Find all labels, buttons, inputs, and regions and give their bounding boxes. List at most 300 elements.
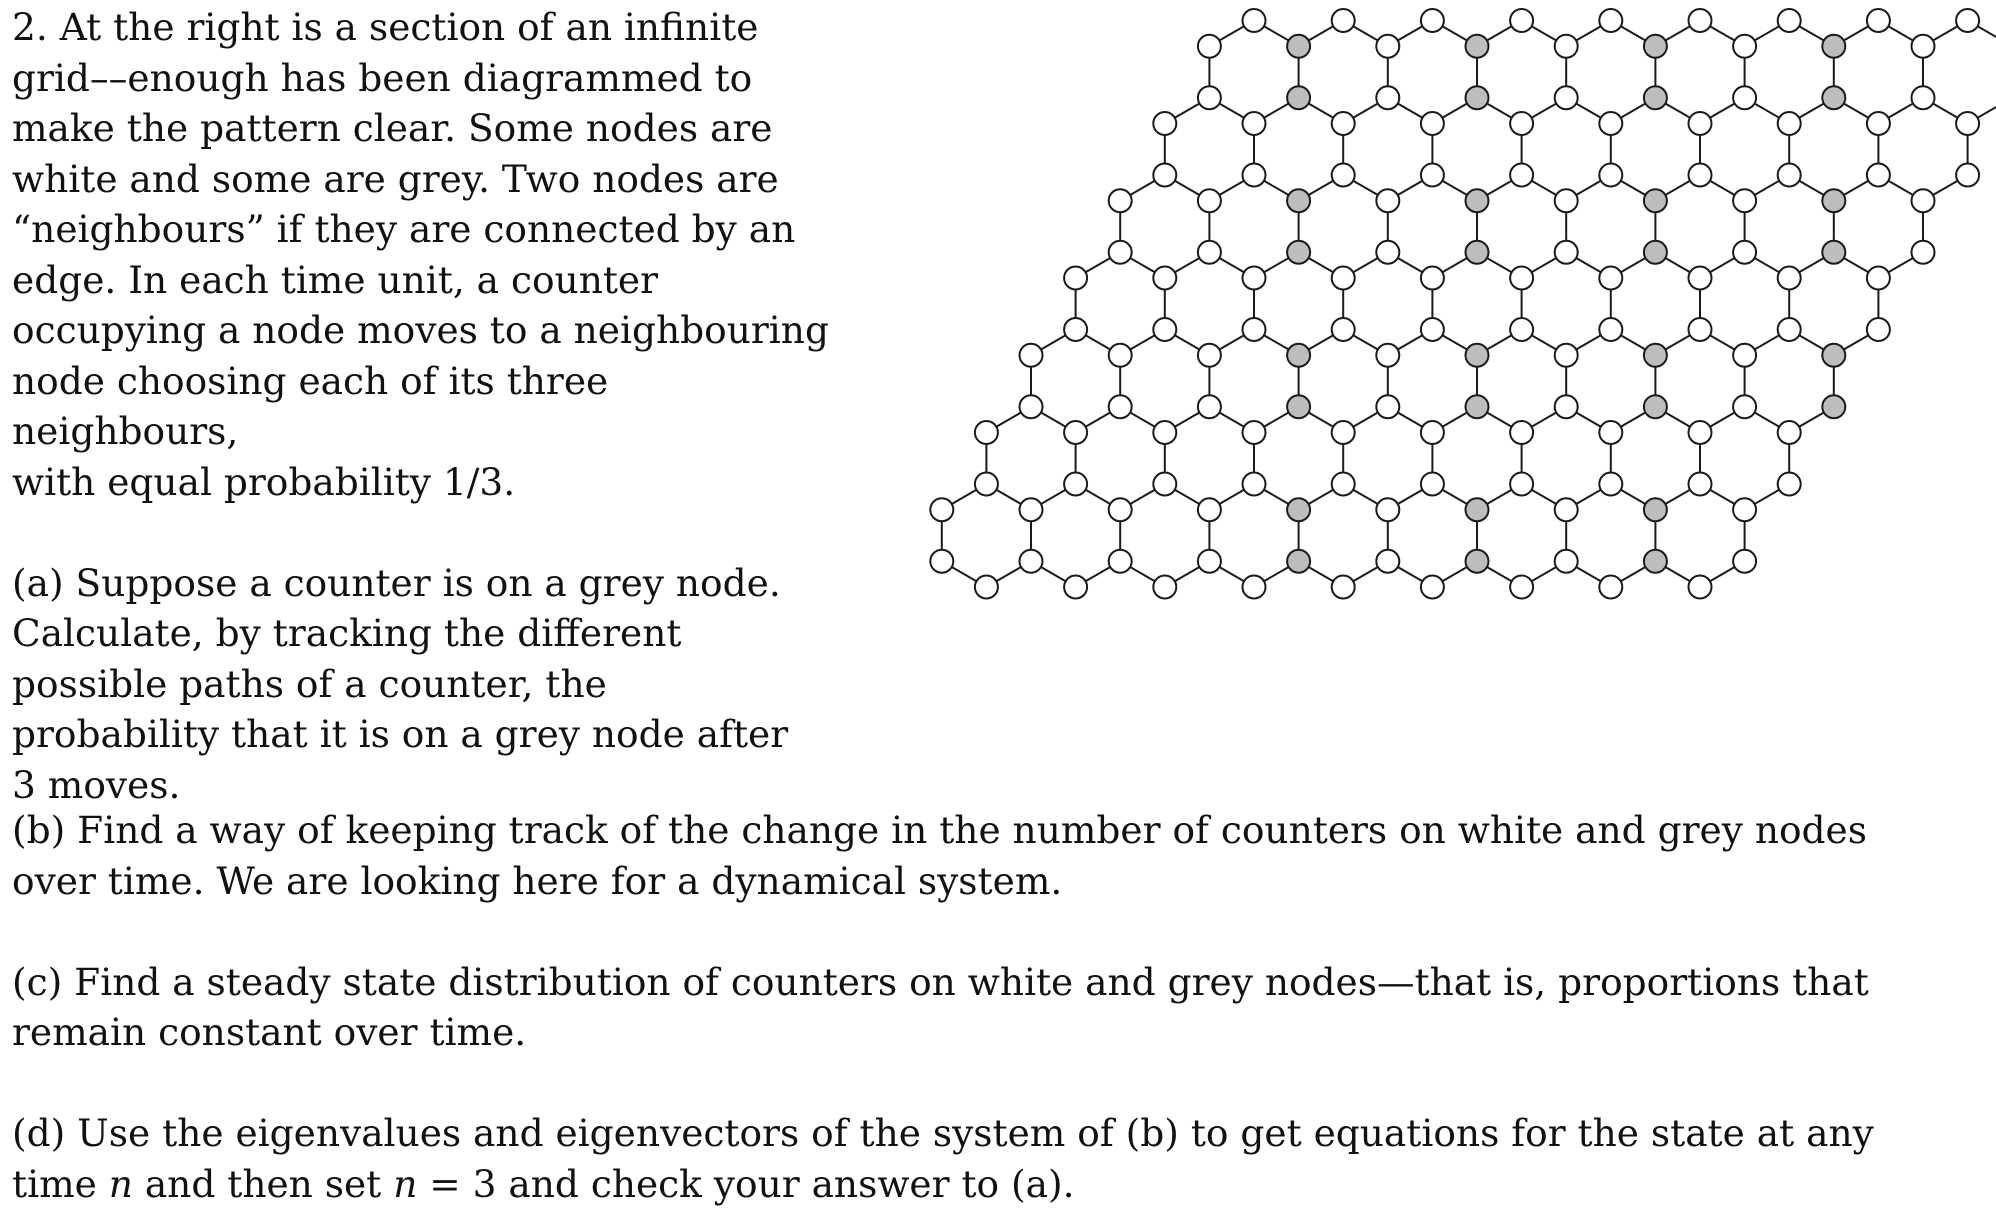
white-node — [1421, 421, 1444, 444]
grid-edge — [1299, 21, 1344, 47]
white-node — [1243, 267, 1266, 290]
white-node — [1153, 318, 1176, 341]
grid-edge — [1522, 407, 1567, 433]
grid-edge — [1745, 330, 1790, 356]
white-node — [1555, 86, 1578, 109]
grid-edge — [1165, 175, 1210, 201]
white-node — [1421, 112, 1444, 135]
white-node — [1064, 473, 1087, 496]
grid-edge — [986, 407, 1031, 433]
grid-edge — [1655, 330, 1700, 356]
grey-node — [1644, 35, 1667, 58]
grid-edge — [1522, 484, 1567, 510]
grid-edge — [1834, 252, 1879, 278]
white-node — [1064, 421, 1087, 444]
grid-edge — [1655, 407, 1700, 433]
intro-line: 2. At the right is a section of an infinite — [12, 5, 759, 49]
grey-node — [1287, 550, 1310, 573]
grid-edge — [1432, 330, 1477, 356]
white-node — [1020, 395, 1043, 418]
grid-edge — [1343, 484, 1388, 510]
intro-line: with equal probability 1/3. — [12, 459, 516, 504]
grey-node — [1466, 498, 1489, 521]
white-node — [1867, 267, 1890, 290]
grid-edge — [942, 484, 987, 510]
white-node — [1555, 344, 1578, 367]
white-node — [1778, 9, 1801, 32]
grid-edge — [1611, 484, 1656, 510]
white-node — [1867, 112, 1890, 135]
intro-line: make the pattern clear. Some nodes are — [12, 106, 773, 150]
white-node — [1243, 164, 1266, 187]
grid-edge — [1566, 175, 1611, 201]
grid-edge — [1789, 330, 1834, 356]
white-node — [1376, 498, 1399, 521]
grid-edge — [1655, 175, 1700, 201]
grid-edge — [1209, 484, 1254, 510]
white-node — [1109, 189, 1132, 212]
grid-edges — [942, 21, 1996, 588]
white-node — [1020, 550, 1043, 573]
white-node — [1020, 344, 1043, 367]
grey-node — [1466, 344, 1489, 367]
white-node — [1510, 267, 1533, 290]
white-node — [1109, 395, 1132, 418]
white-node — [1599, 421, 1622, 444]
grid-edge — [1388, 252, 1433, 278]
grid-edge — [1611, 561, 1656, 587]
grid-edge — [1076, 484, 1121, 510]
white-node — [1109, 241, 1132, 264]
white-node — [1555, 35, 1578, 58]
paragraph-gap — [12, 906, 1972, 957]
white-node — [1109, 550, 1132, 573]
white-node — [1421, 267, 1444, 290]
grid-edge — [1655, 252, 1700, 278]
grey-node — [1822, 35, 1845, 58]
grid-edge — [1299, 484, 1344, 510]
grey-node — [1466, 395, 1489, 418]
grid-edge — [1165, 561, 1210, 587]
grid-edge — [1522, 98, 1567, 124]
grid-edge — [1745, 407, 1790, 433]
white-node — [1956, 9, 1979, 32]
white-node — [1153, 164, 1176, 187]
grid-edge — [1655, 484, 1700, 510]
white-node — [1421, 473, 1444, 496]
grid-edge — [1343, 175, 1388, 201]
white-node — [1912, 86, 1935, 109]
white-node — [1376, 344, 1399, 367]
grid-edge — [1566, 561, 1611, 587]
white-node — [1376, 241, 1399, 264]
part-d-text: = 3 and check your answer to (a). — [417, 1161, 1075, 1206]
white-node — [975, 473, 998, 496]
white-node — [1778, 473, 1801, 496]
grid-edge — [1299, 330, 1344, 356]
grid-edge — [1343, 330, 1388, 356]
grid-edge — [942, 561, 987, 587]
grid-edge — [1923, 98, 1968, 124]
white-node — [1599, 576, 1622, 599]
white-node — [1912, 189, 1935, 212]
white-node — [1867, 318, 1890, 341]
grid-edge — [1299, 98, 1344, 124]
white-node — [1689, 473, 1712, 496]
grey-node — [1644, 550, 1667, 573]
white-node — [1198, 189, 1221, 212]
white-node — [1778, 318, 1801, 341]
intro-line: “neighbours” if they are connected by an — [12, 207, 796, 251]
white-node — [1689, 164, 1712, 187]
grey-node — [1466, 86, 1489, 109]
white-node — [1599, 318, 1622, 341]
grid-edge — [1254, 175, 1299, 201]
grid-edge — [1165, 252, 1210, 278]
grid-edge — [1254, 98, 1299, 124]
grid-edge — [1655, 98, 1700, 124]
grid-edge — [1745, 252, 1790, 278]
white-node — [1064, 576, 1087, 599]
white-node — [1198, 35, 1221, 58]
grid-edge — [1254, 484, 1299, 510]
variable-n: n — [108, 1161, 133, 1206]
white-node — [930, 498, 953, 521]
grey-node — [1822, 344, 1845, 367]
white-node — [1956, 164, 1979, 187]
grid-edge — [1700, 98, 1745, 124]
grid-edge — [1209, 98, 1254, 124]
grid-edge — [1031, 330, 1076, 356]
grid-edge — [1522, 252, 1567, 278]
grey-node — [1822, 241, 1845, 264]
grid-edge — [1611, 330, 1656, 356]
white-node — [1599, 164, 1622, 187]
grid-edge — [1477, 561, 1522, 587]
grey-node — [1466, 550, 1489, 573]
grid-edge — [1700, 175, 1745, 201]
part-d-line: (d) Use the eigenvalues and eigenvectors of the system of (b) to get equations for the state at any — [12, 1111, 1874, 1155]
grey-node — [1822, 86, 1845, 109]
part-c-line: remain constant over time. — [12, 1010, 527, 1054]
grid-edge — [1611, 21, 1656, 47]
grid-edge — [1611, 407, 1656, 433]
part-a-line: (a) Suppose a counter is on a grey node. — [12, 560, 781, 605]
grid-edge — [1299, 561, 1344, 587]
grid-edge — [1745, 98, 1790, 124]
part-a-line: Calculate, by tracking the different — [12, 611, 682, 655]
white-node — [1689, 112, 1712, 135]
white-node — [1510, 9, 1533, 32]
grid-edge — [1878, 252, 1923, 278]
white-node — [1510, 473, 1533, 496]
grid-edge — [1789, 175, 1834, 201]
grid-edge — [1388, 175, 1433, 201]
white-node — [1421, 9, 1444, 32]
variable-n: n — [393, 1161, 418, 1206]
white-node — [1020, 498, 1043, 521]
grid-edge — [1700, 484, 1745, 510]
grid-edge — [1923, 175, 1968, 201]
grid-edge — [1165, 330, 1210, 356]
grid-edge — [1789, 98, 1834, 124]
white-node — [1332, 473, 1355, 496]
white-node — [1243, 421, 1266, 444]
white-node — [1555, 395, 1578, 418]
white-node — [1778, 421, 1801, 444]
white-node — [1912, 241, 1935, 264]
grid-edge — [1343, 98, 1388, 124]
grid-edge — [1700, 561, 1745, 587]
white-node — [1510, 421, 1533, 444]
grid-edge — [1566, 484, 1611, 510]
grid-edge — [1209, 175, 1254, 201]
grid-edge — [1209, 252, 1254, 278]
white-node — [1376, 395, 1399, 418]
white-node — [1153, 421, 1176, 444]
grid-edge — [1120, 252, 1165, 278]
white-node — [1153, 267, 1176, 290]
white-node — [1421, 164, 1444, 187]
grid-edge — [1477, 175, 1522, 201]
grid-edge — [1566, 252, 1611, 278]
part-d-text: and then set — [132, 1161, 394, 1206]
grey-node — [1644, 344, 1667, 367]
grid-edge — [1388, 330, 1433, 356]
white-node — [1599, 473, 1622, 496]
grid-edge — [1611, 252, 1656, 278]
white-node — [1689, 421, 1712, 444]
white-node — [1733, 189, 1756, 212]
grid-edge — [1789, 252, 1834, 278]
white-node — [1198, 344, 1221, 367]
grid-edge — [1031, 561, 1076, 587]
part-c-line: (c) Find a steady state distribution of counters on white and grey nodes—that is, proportions that — [12, 959, 1869, 1004]
grid-edge — [1789, 407, 1834, 433]
grid-edge — [1522, 330, 1567, 356]
white-node — [1733, 241, 1756, 264]
grid-edge — [1388, 98, 1433, 124]
grid-edge — [1388, 561, 1433, 587]
white-node — [1599, 112, 1622, 135]
grid-edge — [1745, 21, 1790, 47]
grid-edge — [1611, 175, 1656, 201]
grid-edge — [1120, 175, 1165, 201]
grid-edge — [1522, 561, 1567, 587]
part-b-line: (b) Find a way of keeping track of the change in the number of counters on white and grey nodes — [12, 808, 1867, 852]
white-node — [1198, 550, 1221, 573]
white-node — [1332, 576, 1355, 599]
grid-edge — [1209, 330, 1254, 356]
grid-edge — [1388, 21, 1433, 47]
grid-edge — [1477, 252, 1522, 278]
part-d-line — [12, 1159, 1972, 1210]
grey-node — [1644, 86, 1667, 109]
white-node — [1376, 550, 1399, 573]
grey-node — [1287, 86, 1310, 109]
grey-node — [1287, 241, 1310, 264]
part-d-text: time — [12, 1161, 109, 1206]
grid-edge — [1254, 330, 1299, 356]
grid-edge — [1878, 98, 1923, 124]
part-a-line: probability that it is on a grey node after — [12, 712, 789, 756]
grid-edge — [1076, 407, 1121, 433]
grid-edge — [1432, 21, 1477, 47]
white-node — [1153, 112, 1176, 135]
grid-edge — [1120, 484, 1165, 510]
grey-node — [1644, 498, 1667, 521]
grid-edge — [1611, 98, 1656, 124]
grid-edge — [1076, 252, 1121, 278]
grid-edge — [1923, 21, 1968, 47]
part-b-line: over time. We are looking here for a dynamical system. — [12, 858, 1063, 903]
white-node — [975, 421, 998, 444]
grid-edge — [1343, 407, 1388, 433]
grid-edge — [1209, 21, 1254, 47]
grid-edge — [1388, 484, 1433, 510]
grid-edge — [1878, 175, 1923, 201]
grid-edge — [1388, 407, 1433, 433]
white-node — [1599, 267, 1622, 290]
grid-edge — [1299, 252, 1344, 278]
part-a-line: possible paths of a counter, the — [12, 661, 607, 706]
grid-edge — [1299, 407, 1344, 433]
grid-edge — [1120, 330, 1165, 356]
grid-edge — [986, 484, 1031, 510]
white-node — [975, 576, 998, 599]
grid-edge — [1834, 175, 1879, 201]
grid-edge — [1834, 98, 1879, 124]
problem-parts — [12, 805, 1972, 1209]
grid-edge — [1566, 407, 1611, 433]
grid-edge — [1968, 98, 1996, 124]
grey-node — [1287, 189, 1310, 212]
grid-edge — [1254, 407, 1299, 433]
grey-node — [1287, 395, 1310, 418]
white-node — [1956, 112, 1979, 135]
grid-edge — [1343, 561, 1388, 587]
grid-edge — [1522, 175, 1567, 201]
white-node — [1778, 267, 1801, 290]
grid-edge — [1031, 407, 1076, 433]
grid-edge — [1432, 484, 1477, 510]
white-node — [1198, 86, 1221, 109]
intro-line: node choosing each of its three neighbours, — [12, 358, 609, 453]
white-node — [1599, 9, 1622, 32]
grid-edge — [1745, 175, 1790, 201]
grid-edge — [1522, 21, 1567, 47]
white-node — [1376, 86, 1399, 109]
grid-edge — [1789, 21, 1834, 47]
white-node — [1733, 35, 1756, 58]
grid-edge — [1477, 484, 1522, 510]
white-node — [1332, 164, 1355, 187]
grey-node — [1287, 344, 1310, 367]
grid-edge — [1165, 98, 1210, 124]
grey-node — [1287, 498, 1310, 521]
grid-edge — [1343, 21, 1388, 47]
white-node — [1198, 241, 1221, 264]
white-node — [1243, 318, 1266, 341]
white-node — [1555, 498, 1578, 521]
white-node — [1243, 473, 1266, 496]
white-node — [1912, 35, 1935, 58]
white-node — [1510, 164, 1533, 187]
white-node — [1733, 550, 1756, 573]
white-node — [1421, 576, 1444, 599]
intro-line: grid––enough has been diagrammed to — [12, 55, 753, 100]
white-node — [1332, 9, 1355, 32]
white-node — [1376, 35, 1399, 58]
grid-edge — [1076, 330, 1121, 356]
grid-edge — [1834, 21, 1879, 47]
white-node — [1867, 164, 1890, 187]
white-node — [1376, 189, 1399, 212]
grey-node — [1644, 241, 1667, 264]
white-node — [1421, 318, 1444, 341]
grey-node — [1466, 35, 1489, 58]
white-node — [1332, 318, 1355, 341]
grid-edge — [1165, 484, 1210, 510]
grey-node — [1287, 35, 1310, 58]
grid-edge — [1745, 484, 1790, 510]
problem-statement — [12, 2, 842, 810]
grid-edge — [1432, 175, 1477, 201]
grey-node — [1822, 189, 1845, 212]
grid-edge — [1477, 98, 1522, 124]
grid-edge — [1655, 21, 1700, 47]
grid-edge — [1209, 407, 1254, 433]
white-node — [1778, 164, 1801, 187]
white-node — [1778, 112, 1801, 135]
part-a-line: 3 moves. — [12, 762, 181, 807]
white-node — [1243, 9, 1266, 32]
grid-edge — [1968, 21, 1996, 47]
grey-node — [1644, 395, 1667, 418]
white-node — [1733, 498, 1756, 521]
grid-edge — [1566, 98, 1611, 124]
white-node — [1243, 576, 1266, 599]
white-node — [1153, 473, 1176, 496]
grid-edge — [1834, 330, 1879, 356]
white-node — [1064, 267, 1087, 290]
grid-edge — [1477, 407, 1522, 433]
white-node — [1689, 267, 1712, 290]
white-node — [1510, 318, 1533, 341]
white-node — [1064, 318, 1087, 341]
grid-edge — [1432, 407, 1477, 433]
white-node — [1198, 498, 1221, 521]
grid-edge — [1878, 21, 1923, 47]
white-node — [1555, 241, 1578, 264]
white-node — [1198, 395, 1221, 418]
grid-edge — [1700, 407, 1745, 433]
grid-edge — [1120, 407, 1165, 433]
grid-edge — [1477, 21, 1522, 47]
grey-node — [1644, 189, 1667, 212]
grid-edge — [1700, 252, 1745, 278]
white-node — [1689, 9, 1712, 32]
grid-edge — [1299, 175, 1344, 201]
grid-edge — [1076, 561, 1121, 587]
grid-edge — [1700, 330, 1745, 356]
grey-node — [1466, 189, 1489, 212]
grid-edge — [1700, 21, 1745, 47]
white-node — [1510, 112, 1533, 135]
white-node — [1867, 9, 1890, 32]
white-node — [1555, 550, 1578, 573]
white-node — [1733, 86, 1756, 109]
